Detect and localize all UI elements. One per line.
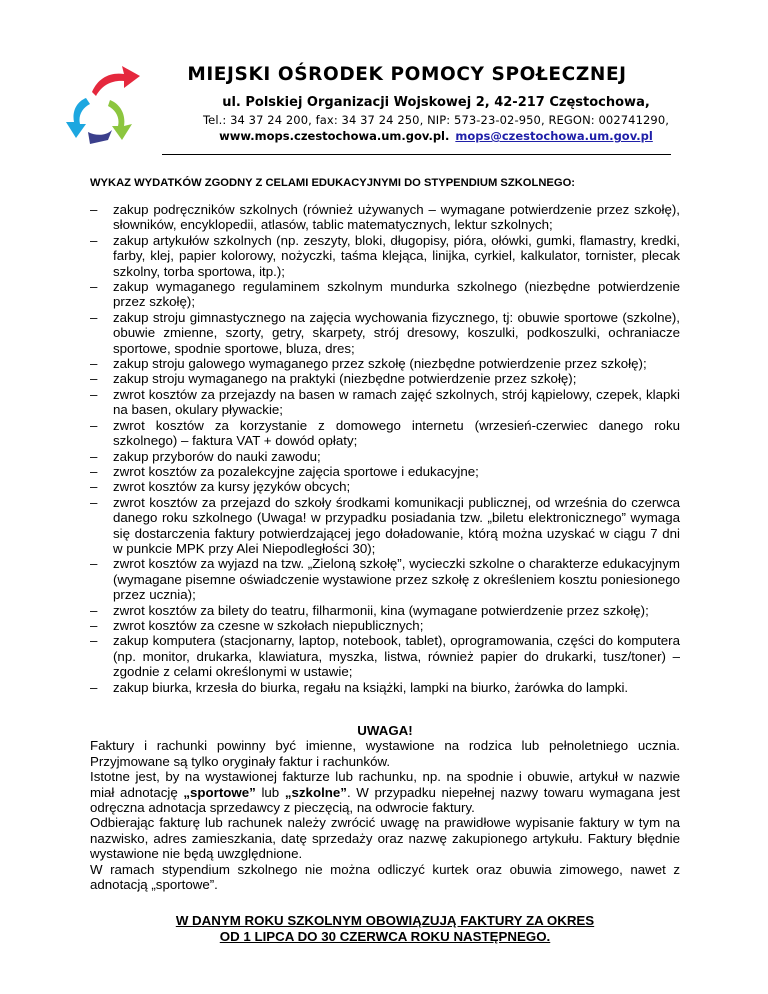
list-item-text: zwrot kosztów za korzystanie z domowego internetu (wrzesień-czerwiec danego roku szkolnego) – faktura VAT + dowód opłaty; [113, 417, 680, 449]
list-item [90, 603, 680, 618]
organization-contact: Tel.: 34 37 24 200, fax: 34 37 24 250, NIP: 573-23-02-950, REGON: 002741290, [202, 113, 670, 127]
annotation-sportowe: „sportowe” [183, 784, 256, 800]
dash-bullet: – [90, 463, 98, 479]
invoice-period-line-1: W DANYM ROKU SZKOLNYM OBOWIĄZUJĄ FAKTURY ZA OKRES [175, 913, 595, 928]
list-item-text: zakup komputera (stacjonarny, laptop, notebook, tablet), oprogramowania, części do komputera (np. monitor, drukarka, klawiatura, myszka, listwa, również papier do drukarki, tusz/toner) – zgodnie z celami określonymi w ustawie; [113, 633, 680, 680]
list-item-text: zwrot kosztów za bilety do teatru, filharmonii, kina (wymagane potwierdzenie przez szkołę); [113, 602, 649, 618]
list-item-text: zakup stroju wymaganego na praktyki (niezbędne potwierdzenie przez szkołę); [113, 371, 577, 387]
list-item [90, 202, 680, 233]
list-item [90, 279, 680, 310]
invoice-period-line-2: OD 1 LIPCA DO 30 CZERWCA ROKU NASTĘPNEGO. [219, 929, 551, 944]
annotation-szkolne: „szkolne” [284, 784, 347, 800]
list-item [90, 449, 680, 464]
organization-name: MIEJSKI OŚRODEK POMOCY SPOŁECZNEJ [187, 64, 627, 85]
dash-bullet: – [90, 602, 98, 618]
list-item-text: zwrot kosztów za przejazd do szkoły środkami komunikacji publicznej, od września do czerwca danego roku szkolnego (Uwaga! w przypadku posiadania tzw. „biletu elektronicznego” wymaga się dostarczenia faktury potwierdzającej jego doładowanie, którą można uzyskać w ciągu 7 dni w punkcie MPK przy Alei Niepodległości 30); [113, 494, 680, 556]
dash-bullet: – [90, 356, 98, 372]
list-item [90, 418, 680, 449]
list-item-text: zakup wymaganego regulaminem szkolnym mundurka szkolnego (niezbędne potwierdzenie przez szkołę); [113, 279, 680, 310]
notice-paragraph-1: Faktury i rachunki powinny być imienne, wystawione na rodzica lub pełnoletniego ucznia. Przyjmowane są tylko oryginały faktur i rachunków. [90, 738, 680, 769]
list-item [90, 464, 680, 479]
expense-list [90, 202, 680, 695]
list-item [90, 618, 680, 633]
list-item-text: zwrot kosztów za pozalekcyjne zajęcia sportowe i edukacyjne; [113, 463, 479, 479]
dash-bullet: – [90, 309, 98, 325]
list-item-text: zakup biurka, krzesła do biurka, regału na książki, lampki na biurko, żarówka do lampki. [113, 679, 629, 695]
list-item-text: zakup stroju galowego wymaganego przez szkołę (niezbędne potwierdzenie przez szkołę); [113, 356, 647, 372]
dash-bullet: – [90, 479, 98, 495]
list-item [90, 371, 680, 386]
dash-bullet: – [90, 279, 98, 295]
notice-section [90, 723, 680, 892]
list-item [90, 479, 680, 494]
dash-bullet: – [90, 371, 98, 387]
list-item [90, 633, 680, 679]
list-item-text: zwrot kosztów za kursy języków obcych; [113, 479, 351, 495]
list-item-text: zakup artykułów szkolnych (np. zeszyty, bloki, długopisy, pióra, ołówki, gumki, flamastry, kredki, farby, klej, papier kolorowy, nożyczki, taśma klejąca, linijka, cyrkiel, kalkulator, tornister, plecak szkolny, torba sportowa, itp.); [113, 232, 680, 279]
dash-bullet: – [90, 617, 98, 633]
document-title: WYKAZ WYDATKÓW ZGODNY Z CELAMI EDUKACYJNYMI DO STYPENDIUM SZKOLNEGO: [90, 177, 575, 189]
organization-address: ul. Polskiej Organizacji Wojskowej 2, 42-217 Częstochowa, [222, 95, 650, 110]
letterhead [100, 64, 700, 143]
list-item [90, 556, 680, 602]
list-item-text: zakup stroju gimnastycznego na zajęcia wychowania fizycznego, tj: obuwie sportowe (szkolne), obuwie zmienne, szorty, getry, skarpety, strój dresowy, koszulki, podkoszulki, ochraniacze sportowe, spodnie sportowe, bluza, dres; [113, 309, 680, 356]
notice-title: UWAGA! [357, 723, 413, 738]
invoice-period-notice [90, 913, 680, 945]
notice-paragraph-3: Odbierając fakturę lub rachunek należy zwrócić uwagę na prawidłowe wypisanie faktury w tym na nazwisko, adres zamieszkania, datę sprzedaży oraz nazwę zakupionego artykułu. Faktury błędnie wystawione nie będą uwzględnione. [90, 815, 680, 862]
list-item [90, 495, 680, 557]
website-link[interactable]: www.mops.czestochowa.um.gov.pl. [219, 129, 450, 143]
list-item [90, 310, 680, 356]
list-item [90, 356, 680, 371]
dash-bullet: – [90, 494, 98, 510]
list-item-text: zwrot kosztów za czesne w szkołach niepublicznych; [113, 617, 424, 633]
list-item-text: zakup przyborów do nauki zawodu; [113, 448, 321, 464]
dash-bullet: – [90, 417, 98, 433]
notice-paragraph-4: W ramach stypendium szkolnego nie można odliczyć kurtek oraz obuwia zimowego, nawet z adnotacją „sportowe”. [90, 861, 680, 893]
list-item [90, 233, 680, 279]
list-item-text: zakup podręczników szkolnych (również używanych – wymagane potwierdzenie przez szkołę), słowników, encyklopedii, atlasów, tablic matematycznych, lektur szkolnych; [113, 202, 680, 233]
organization-web [172, 129, 700, 143]
dash-bullet: – [90, 556, 98, 572]
list-item-text: zwrot kosztów za przejazdy na basen w ramach zajęć szkolnych, strój kąpielowy, czepek, klapki na basen, okulary pływackie; [113, 386, 680, 418]
list-item [90, 680, 680, 695]
dash-bullet: – [90, 232, 98, 248]
dash-bullet: – [90, 633, 98, 649]
list-item-text: zwrot kosztów za wyjazd na tzw. „Zieloną szkołę”, wycieczki szkolne o charakterze edukacyjnym (wymagane pisemne oświadczenie wystawione przez szkołę z określeniem kosztu poniesionego przez ucznia); [113, 556, 680, 603]
logo-blue-arrow [66, 98, 90, 138]
dash-bullet: – [90, 386, 98, 402]
email-link[interactable]: mops@czestochowa.um.gov.pl [455, 129, 653, 143]
dash-bullet: – [90, 679, 98, 695]
header-divider [162, 154, 671, 155]
dash-bullet: – [90, 448, 98, 464]
notice-paragraph-2: Istotne jest, by na wystawionej fakturze lub rachunku, np. na spodnie i obuwie, artykuł w nazwie miał adnotację „sportowe” lub „szkolne”. W przypadku niepełnej nazwy towaru wymagana jest odręczna adnotacja sprzedawcy z pieczęcią, na odwrocie faktury. [90, 769, 680, 816]
dash-bullet: – [90, 202, 98, 217]
list-item [90, 387, 680, 418]
